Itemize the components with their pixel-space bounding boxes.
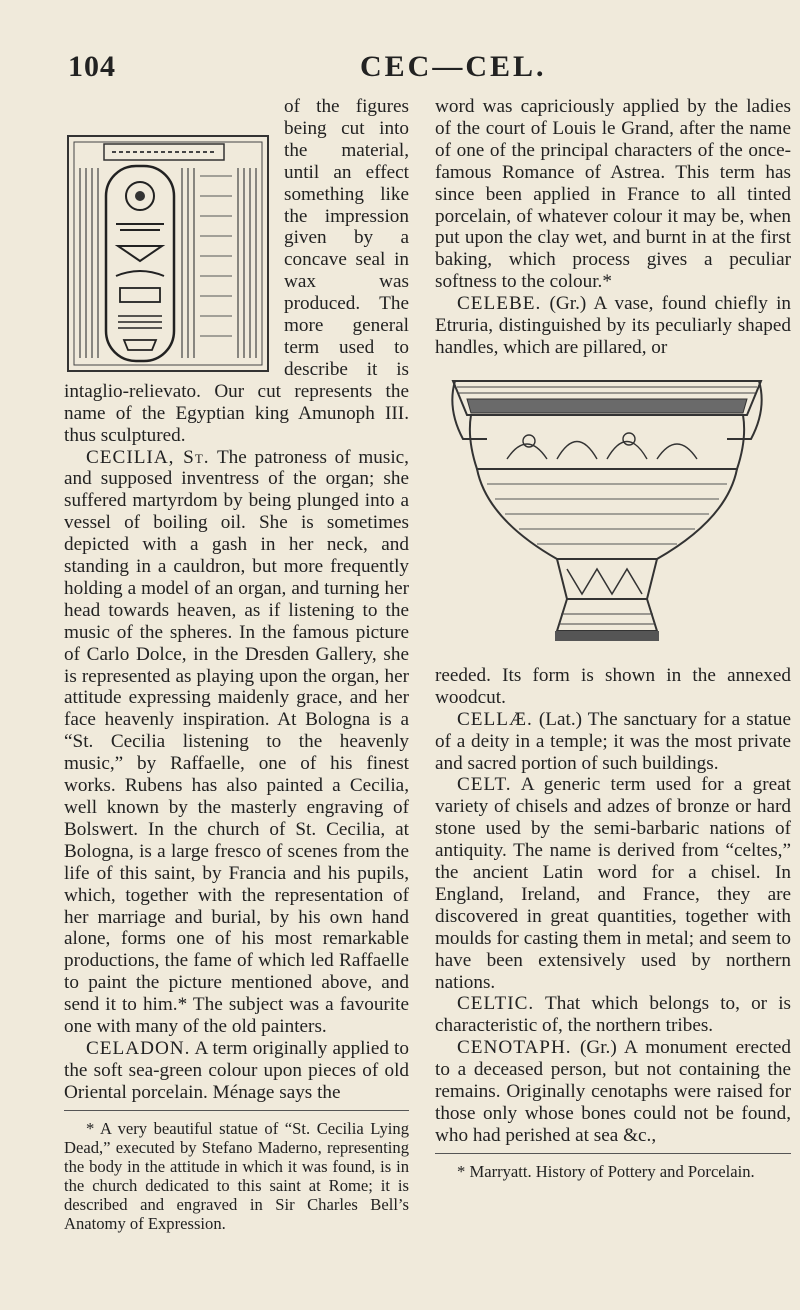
page-number: 104 — [68, 50, 116, 83]
left-column — [64, 96, 409, 1233]
celebe-continuation: reeded. Its form is shown in the annexed woodcut. — [435, 664, 791, 708]
entry-celt — [435, 774, 791, 993]
entry-cecilia-body: The patroness of music, and supposed inventress of the organ; she suffered martyrdom by being plunged into a vessel of boiling oil. She is sometimes depicted with a gash in her neck, and standing in a cauldron, but more frequently holding a model of an organ, and turning her head towards heaven, as if listening to the music of the spheres. In the famous picture of Carlo Dolce, in the Dresden Gallery, she is represented as playing upon the organ, her attitude expressing maidenly grace, and her face heavenly inspiration. At Bologna is a “St. Cecilia listening to the heavenly music,” by Raffaelle, one of his finest works. Rubens has also painted a Cecilia, well known by the masterly engraving of Bolswert. In the church of St. Cecilia, at Bologna, is a large fresco of scenes from the life of this saint, by Francia and his pupils, which, together with the representation of her marriage and burial, by his own hand alone, forms one of his most remarkable productions, the fame of which led Raffaelle to paint the picture mentioned above, and send it to him.* The subject was a favourite one with many of the old painters. — [64, 446, 409, 1038]
intaglio-paragraph: of the figures being cut into the material, until an effect something like the impression given by a concave seal in wax was produced. The more general term used to describe it is intaglio-relievato. Our cut represents the name of the Egyptian king Amunoph III. thus sculptured. — [64, 96, 409, 446]
cartouche-illustration — [64, 96, 274, 379]
headword-celebe: CELEBE. — [457, 293, 542, 315]
entry-celadon — [64, 1038, 409, 1104]
headword-cella: CELLÆ. — [457, 708, 533, 730]
page-header — [68, 50, 793, 90]
entry-cella-body: (Lat.) The sanctuary for a statue of a deity in a temple; it was the most private and sacred portion of such buildings. — [435, 708, 791, 774]
entry-cecilia — [64, 447, 409, 1038]
right-column — [435, 96, 791, 1181]
footnote-right: * Marryatt. History of Pottery and Porcelain. — [457, 1161, 755, 1181]
entry-celebe-body: (Gr.) A vase, found chiefly in Etruria, distinguished by its peculiarly shaped handles, which are pillared, or — [435, 293, 792, 358]
entry-celtic — [435, 993, 791, 1037]
entry-cella — [435, 709, 791, 775]
celebe-vase-engraving — [447, 369, 767, 665]
headword-cecilia: CECILIA, St. — [86, 446, 210, 468]
cartouche-engraving — [64, 96, 274, 379]
footnote-left: * A very beautiful statue of “St. Cecilia Lying Dead,” executed by Stefano Maderno, representing the body in the attitude in which it was found, is in the church dedicated to this saint at Rome; it is described and engraved in Sir Charles Bell’s Anatomy of Expression. — [64, 1118, 409, 1233]
entry-celebe — [435, 293, 791, 359]
footnote-rule — [435, 1153, 791, 1154]
vase-illustration — [447, 369, 767, 665]
headword-cenotaph: CENOTAPH. — [457, 1037, 572, 1059]
entry-celadon-body: A term originally applied to the soft sea-green colour upon pieces of old Oriental porcelain. Ménage says the — [64, 1037, 409, 1103]
entry-cenotaph — [435, 1037, 791, 1147]
entry-celtic-body: That which belongs to, or is characteristic of, the northern tribes. — [435, 993, 792, 1037]
entry-cenotaph-body: (Gr.) A monument erected to a deceased person, but not containing the remains. Originally cenotaphs were raised for those only whose bones could not be found, who had perished at sea &c., — [435, 1037, 791, 1146]
celadon-continuation: word was capriciously applied by the ladies of the court of Louis le Grand, after the name of one of the principal characters of the once-famous Romance of Astrea. This term has since been applied in France to all tinted porcelain, of whatever colour it may be, when put upon the clay wet, and burnt in at the first baking, which process gives a peculiar softness to the colour.* — [435, 96, 791, 293]
entry-celt-body: A generic term used for a great variety of chisels and adzes of bronze or hard stone used by the semi-barbaric nations of antiquity. The name is derived from “celtes,” the ancient Latin word for a chisel. In England, Ireland, and France, they are discovered in great quantities, together with moulds for casting them in metal; and seem to have been extensively used by northern nations. — [435, 774, 791, 993]
footnote-rule — [64, 1110, 409, 1111]
headword-celt: CELT. — [457, 774, 512, 796]
headword-celtic: CELTIC. — [457, 993, 535, 1015]
headword-celadon: CELADON. — [86, 1037, 191, 1059]
running-head: CEC—CEL. — [360, 50, 547, 83]
